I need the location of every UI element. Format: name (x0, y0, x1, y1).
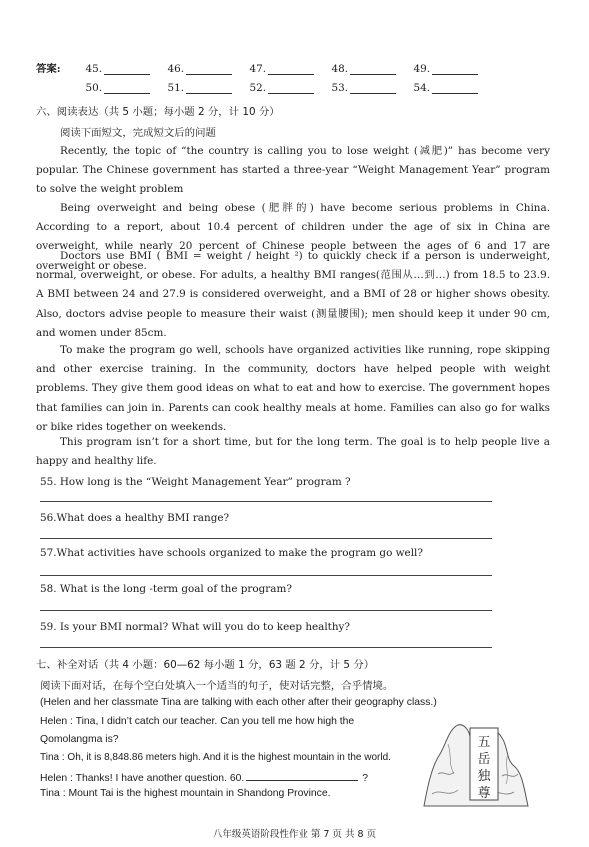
answer-line-58[interactable] (40, 610, 492, 611)
mount-tai-illustration (418, 714, 533, 814)
answer-label: 答案: (36, 63, 61, 75)
answer-blank[interactable] (268, 63, 314, 75)
answer-blank[interactable] (432, 63, 478, 75)
answer-blank[interactable] (432, 82, 478, 94)
answer-blank[interactable] (104, 82, 150, 94)
section-6-instruction: 阅读下面短文，完成短文后的问题 (60, 127, 216, 139)
seal-char: 尊 (477, 786, 491, 801)
answer-number: 49. (413, 63, 430, 75)
passage-paragraph-3: Doctors use BMI ( BMI = weight / height ²) to quickly check if a person is underweight, normal, overweight, or obese. For adults, a healthy BMI ranges(范围从…到…) from 18.5 to 23.9. A BMI between 24 and 27.9 is considered overweight, and a BMI of 28 or higher shows obesity. Also, doctors advise people to measure their waist (测量腰围); men should keep it under 90 cm, and women under 85cm. (36, 250, 550, 339)
section-7-instruction: 阅读下面对话，在每个空白处填入一个适当的句子，使对话完整，合乎情境。 (40, 680, 394, 692)
question-55: 55. How long is the “Weight Management Year” program ? (40, 476, 351, 488)
passage-paragraph-2: Being overweight and being obese (肥胖的) have become serious problems in China. According to a report, about 10.4 percent of children under the age of six in China are overweight, while nearly 20 percent of Chinese people between the ages of 6 and 17 are overweight or obese. (36, 202, 550, 272)
passage-paragraph-4: To make the program go well, schools have organized activities like running, rope skipping and other exercise training. In the community, doctors have helped people with weight problems. They give them good ideas on what to eat and how to exercise. The government hopes that families can join in. Parents can cook healthy meals at home. Families can also go for walks or bike rides together on weekends. (36, 344, 550, 433)
answer-line-57[interactable] (40, 575, 492, 576)
answer-row-1 (36, 60, 486, 75)
question-58: 58. What is the long -term goal of the program? (40, 583, 292, 595)
answer-blank[interactable] (268, 82, 314, 94)
answer-line-55[interactable] (40, 501, 492, 502)
answer-blank-60[interactable] (246, 770, 358, 781)
answer-blank[interactable] (186, 82, 232, 94)
answer-number: 52. (249, 82, 266, 94)
dialogue-line: Helen : Tina, I didn’t catch our teacher. Can you tell me how high the (40, 716, 355, 727)
question-56: 56.What does a healthy BMI range? (40, 512, 230, 524)
answer-row-2 (36, 82, 486, 94)
dialogue-line-60 (40, 770, 368, 784)
answer-number: 45. (85, 63, 102, 75)
answer-number: 47. (249, 63, 266, 75)
answer-blank[interactable] (350, 82, 396, 94)
dialogue-line-60-text: Helen : Thanks! I have another question. 60. (40, 773, 245, 784)
section-7-heading: 七、补全对话（共 4 小题：60—62 每小题 1 分，63 题 2 分，计 5 分） (36, 659, 375, 671)
seal-char: 五 (477, 735, 491, 750)
answer-number: 54. (413, 82, 430, 94)
question-59: 59. Is your BMI normal? What will you do to keep healthy? (40, 621, 350, 633)
answer-number: 51. (167, 82, 184, 94)
answer-blank[interactable] (350, 63, 396, 75)
answer-number: 48. (331, 63, 348, 75)
page-footer: 八年级英语阶段性作业 第 7 页 共 8 页 (212, 829, 377, 840)
answer-line-56[interactable] (40, 538, 492, 539)
answer-number: 53. (331, 82, 348, 94)
answer-blank[interactable] (186, 63, 232, 75)
question-mark: ? (362, 773, 369, 784)
answer-number: 50. (85, 82, 102, 94)
answer-number: 46. (167, 63, 184, 75)
passage-paragraph-5: This program isn’t for a short time, but for the long term. The goal is to help people live a happy and healthy life. (36, 436, 550, 468)
answer-blank[interactable] (104, 63, 150, 75)
dialogue-context: (Helen and her classmate Tina are talking with each other after their geography class.) (40, 697, 437, 708)
dialogue-line: Qomolangma is? (40, 734, 119, 745)
dialogue-line: Tina : Oh, it is 8,848.86 meters high. And it is the highest mountain in the world. (40, 752, 391, 763)
question-57: 57.What activities have schools organized to make the program go well? (40, 547, 423, 559)
seal-char: 岳 (477, 752, 491, 767)
passage-paragraph-1: Recently, the topic of “the country is calling you to lose weight (减肥)” has become very popular. The Chinese government has started a three-year “Weight Management Year” program to solve the weight problem (36, 145, 550, 196)
answer-line-59[interactable] (40, 647, 492, 648)
seal-char: 独 (477, 769, 491, 784)
section-6-heading: 六、阅读表达（共 5 小题；每小题 2 分，计 10 分） (36, 106, 280, 118)
dialogue-line: Tina : Mount Tai is the highest mountain in Shandong Province. (40, 788, 331, 799)
